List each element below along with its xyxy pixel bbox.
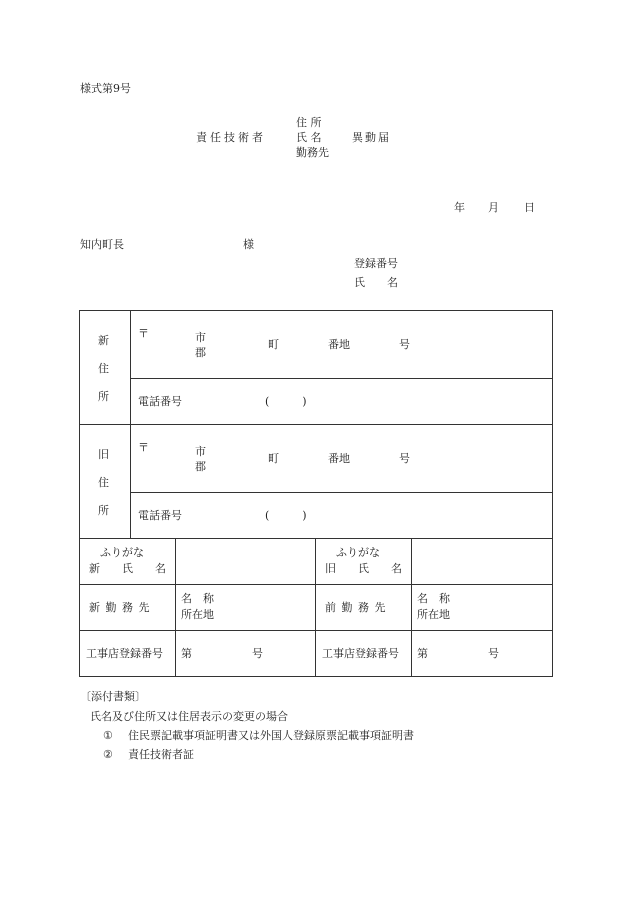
old-contractor-field[interactable]: 第 号 (412, 631, 553, 677)
title-item-address: 住 所 (296, 116, 322, 129)
new-contractor-label: 工事店登録番号 (80, 631, 176, 677)
form-number: 様式第9号 (80, 82, 131, 95)
old-phone-field[interactable]: 電話番号 ( ) (131, 493, 553, 539)
form-table (79, 310, 553, 677)
new-phone-field[interactable]: 電話番号 ( ) (131, 379, 553, 425)
new-workplace-field[interactable]: 名 称 所在地 (176, 585, 316, 631)
old-workplace-label: 前 勤 務 先 (316, 585, 412, 631)
old-contractor-label: 工事店登録番号 (316, 631, 412, 677)
applicant-name-label: 氏 名 (354, 276, 398, 289)
new-address-header: 新 住 所 (80, 311, 131, 425)
date-year: 年 (454, 201, 465, 214)
old-workplace-field[interactable]: 名 称 所在地 (412, 585, 553, 631)
applicant-reg-label: 登録番号 (354, 257, 398, 270)
new-name-field[interactable] (176, 539, 316, 585)
addressee-name: 知内町長 (80, 238, 124, 251)
date-month: 月 (488, 201, 499, 214)
old-name-label: ふりがな 旧 氏 名 (316, 539, 412, 585)
postal-mark: 〒 (138, 441, 149, 454)
title-prefix: 責任技術者 (196, 131, 266, 144)
attachment-text: 住民票記載事項証明書又は外国人登録原票記載事項証明書 (128, 729, 414, 742)
attachments-heading: 〔添付書類〕 (80, 690, 146, 703)
date-day: 日 (524, 201, 535, 214)
new-contractor-field[interactable]: 第 号 (176, 631, 316, 677)
title-item-workplace: 勤務先 (296, 146, 329, 159)
title-suffix: 異動届 (352, 131, 391, 144)
new-address-field[interactable]: 〒 市 郡 町 番地 号 (131, 311, 553, 379)
title-item-name: 氏 名 (296, 131, 322, 144)
old-name-field[interactable] (412, 539, 553, 585)
addressee-honorific: 様 (243, 238, 254, 251)
old-address-header: 旧 住 所 (80, 425, 131, 539)
new-workplace-label: 新 勤 務 先 (80, 585, 176, 631)
attachment-number: ② (103, 748, 113, 761)
new-name-label: ふりがな 新 氏 名 (80, 539, 176, 585)
attachment-text: 責任技術者証 (128, 748, 194, 761)
old-address-field[interactable]: 〒 市 郡 町 番地 号 (131, 425, 553, 493)
postal-mark: 〒 (138, 327, 149, 340)
attachment-number: ① (103, 729, 113, 742)
attachments-condition: 氏名及び住所又は住居表示の変更の場合 (90, 710, 288, 723)
